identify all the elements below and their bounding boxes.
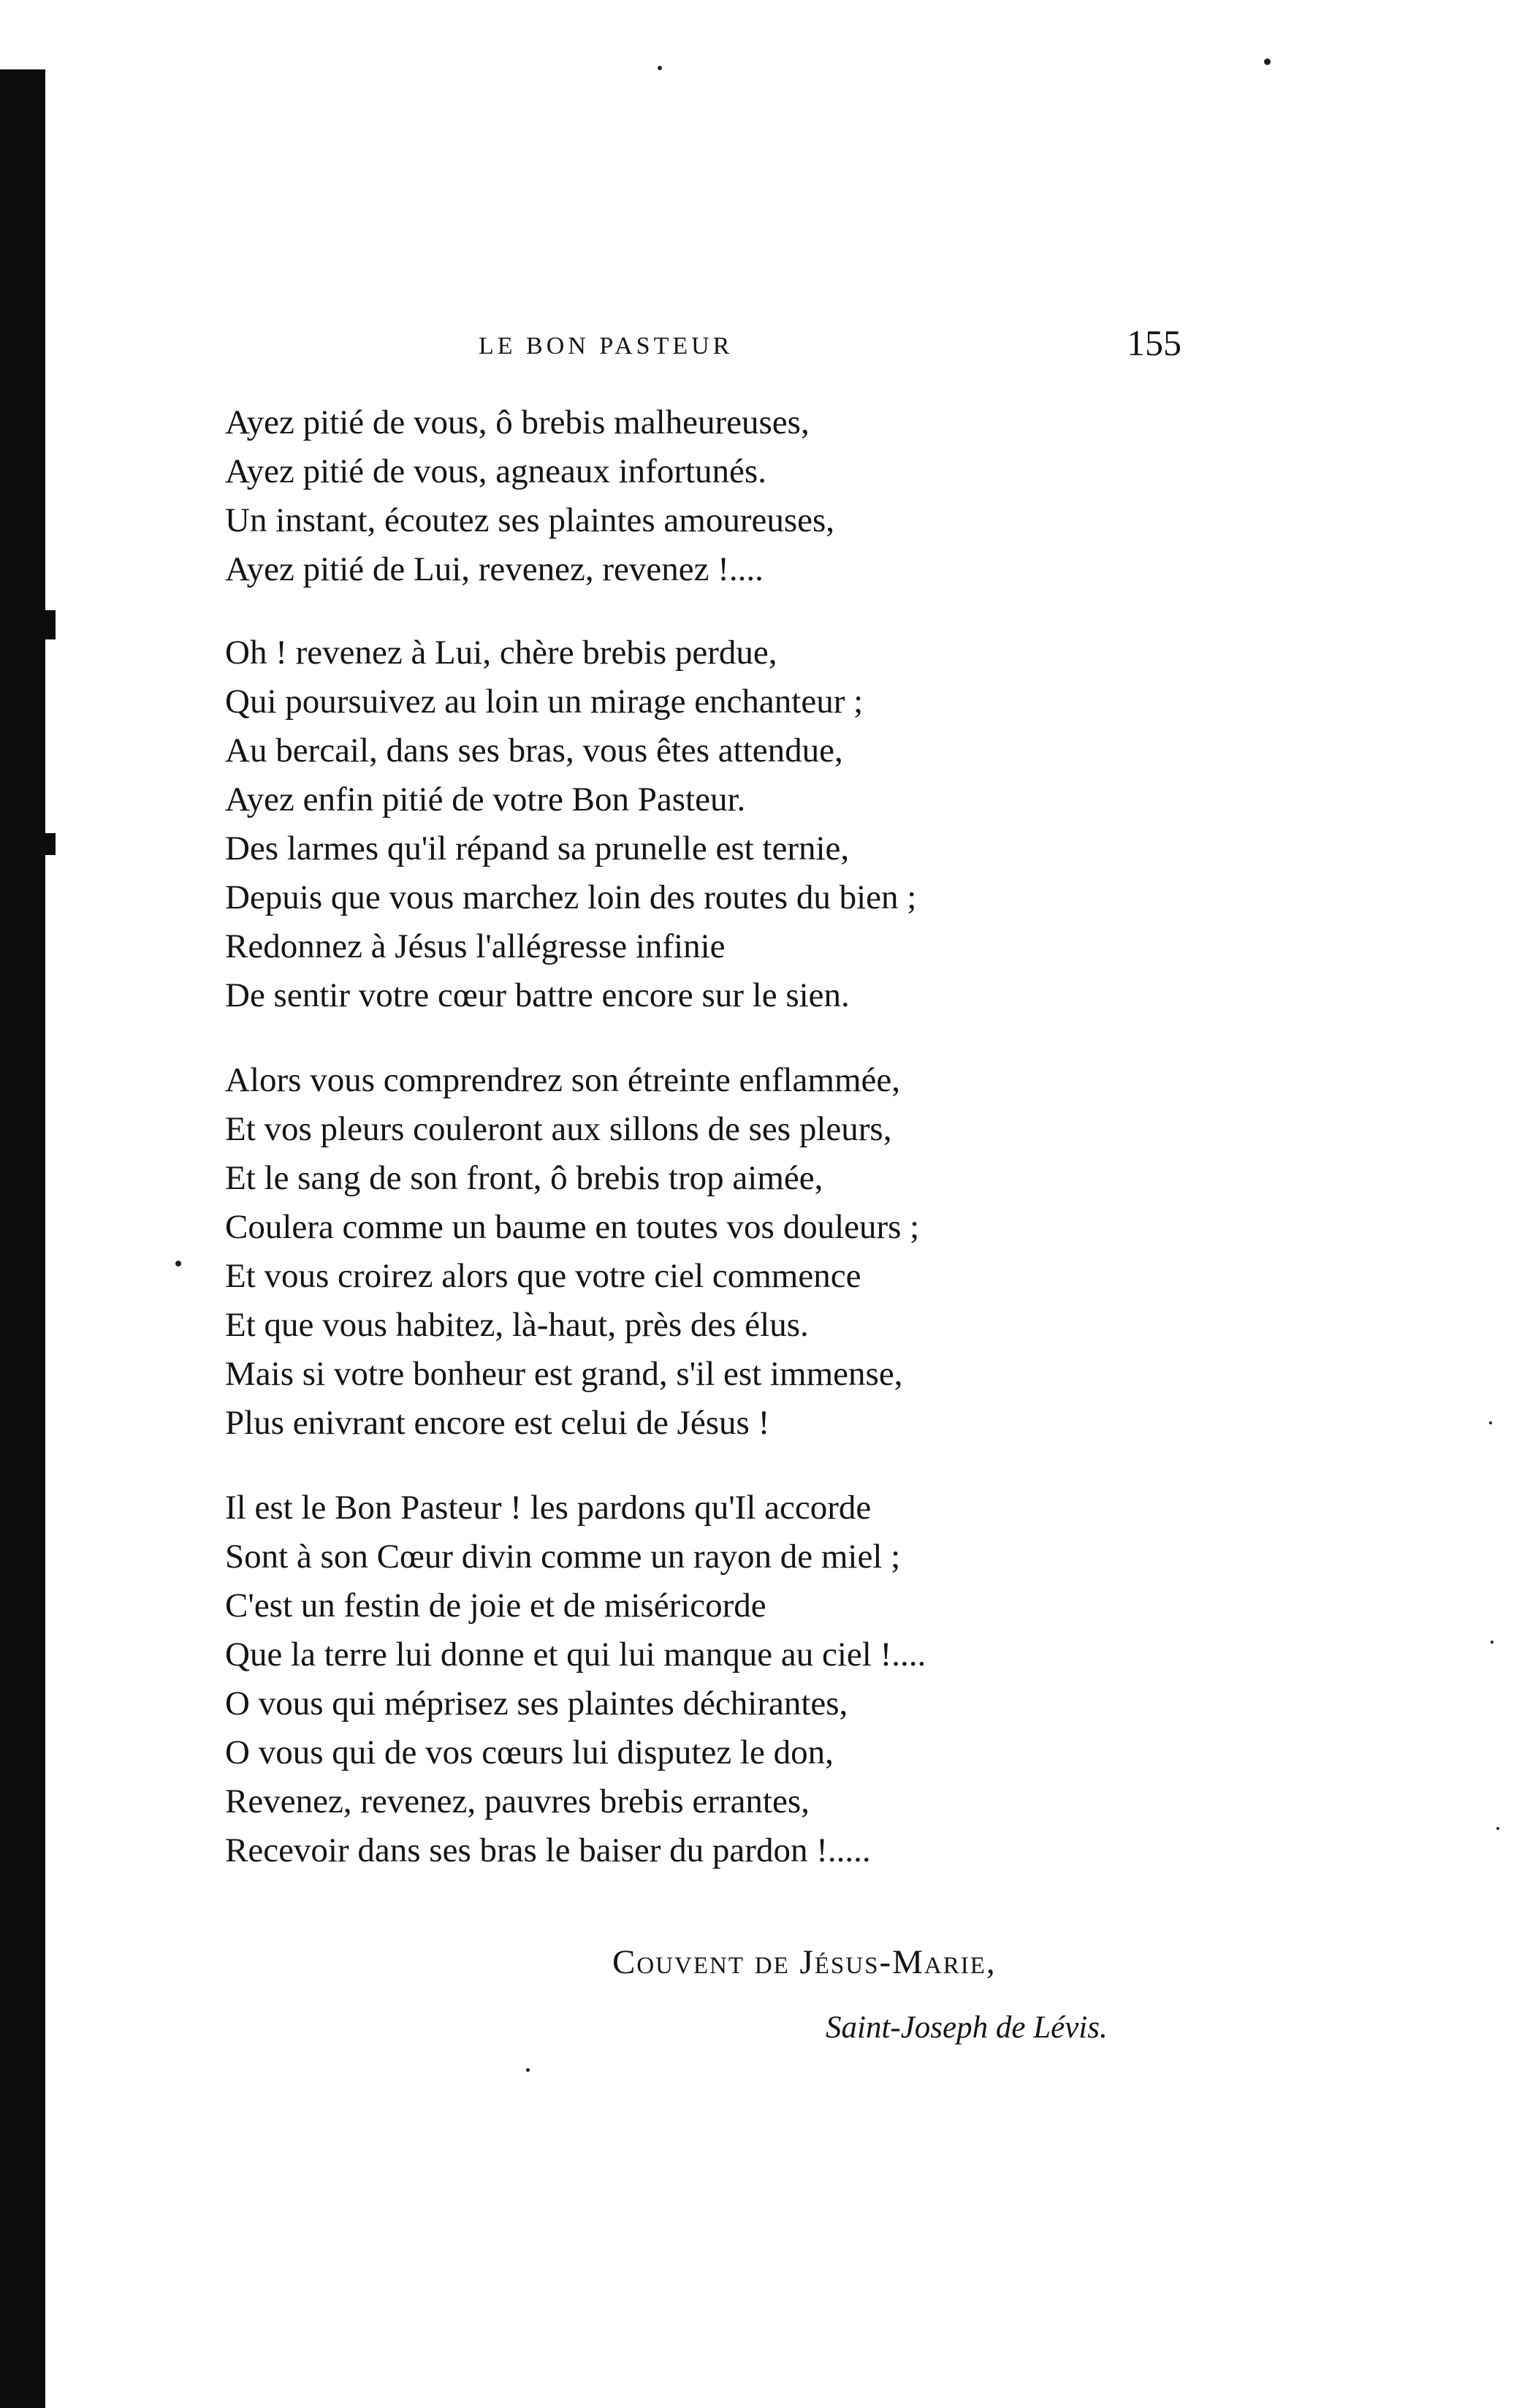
verse-line: O vous qui méprisez ses plaintes déchirantes, — [225, 1685, 848, 1723]
verse-line: Recevoir dans ses bras le baiser du pardon !..... — [225, 1831, 871, 1869]
signature-author: Couvent de Jésus-Marie, — [612, 1943, 997, 1981]
stanza-1 — [225, 398, 834, 594]
verse-line: Depuis que vous marchez loin des routes du bien ; — [225, 878, 917, 916]
verse-line: C'est un festin de joie et de miséricorde — [225, 1587, 766, 1625]
stanza-4 — [225, 1484, 926, 1875]
verse-line: Et vous croirez alors que votre ciel commence — [225, 1257, 861, 1295]
verse-line: Et que vous habitez, là-haut, près des élus. — [225, 1306, 809, 1344]
verse-line: Redonnez à Jésus l'allégresse infinie — [225, 927, 726, 965]
verse-line: Que la terre lui donne et qui lui manque au ciel !.... — [225, 1636, 926, 1674]
verse-line: Des larmes qu'il répand sa prunelle est ternie, — [225, 829, 850, 867]
stanza-2 — [225, 628, 916, 1020]
scan-speck — [526, 2068, 530, 2072]
verse-line: Ayez pitié de vous, agneaux infortunés. — [225, 452, 766, 490]
stanza-3 — [225, 1056, 919, 1448]
scan-speck — [175, 1261, 181, 1266]
verse-line: Et le sang de son front, ô brebis trop aimée, — [225, 1159, 823, 1197]
verse-line: Qui poursuivez au loin un mirage enchanteur ; — [225, 683, 864, 721]
verse-line: Revenez, revenez, pauvres brebis errantes, — [225, 1782, 810, 1820]
scan-edge-shadow — [0, 69, 45, 2408]
scan-edge-notch — [45, 833, 56, 855]
verse-line: Oh ! revenez à Lui, chère brebis perdue, — [225, 634, 777, 672]
scan-speck — [1264, 58, 1271, 65]
verse-line: Plus enivrant encore est celui de Jésus ! — [225, 1404, 770, 1442]
scan-speck — [1496, 1827, 1499, 1830]
verse-line: Coulera comme un baume en toutes vos douleurs ; — [225, 1208, 920, 1246]
scan-speck — [1491, 1641, 1493, 1644]
scan-edge-notch — [45, 610, 56, 639]
verse-line: Ayez pitié de Lui, revenez, revenez !.... — [225, 550, 764, 588]
verse-line: Ayez enfin pitié de votre Bon Pasteur. — [225, 780, 746, 819]
verse-line: Alors vous comprendrez son étreinte enflammée, — [225, 1061, 901, 1099]
verse-line: O vous qui de vos cœurs lui disputez le don, — [225, 1733, 834, 1771]
signature-location: Saint-Joseph de Lévis. — [826, 2010, 1108, 2045]
verse-line: Il est le Bon Pasteur ! les pardons qu'Il accorde — [225, 1489, 872, 1527]
verse-line: Ayez pitié de vous, ô brebis malheureuses, — [225, 403, 810, 441]
running-header-title: LE BON PASTEUR — [479, 333, 734, 360]
scan-speck — [658, 66, 662, 70]
page-number: 155 — [1127, 322, 1181, 363]
verse-line: Au bercail, dans ses bras, vous êtes attendue, — [225, 732, 843, 770]
verse-line: De sentir votre cœur battre encore sur le sien. — [225, 976, 850, 1014]
verse-line: Et vos pleurs couleront aux sillons de ses pleurs, — [225, 1110, 892, 1148]
verse-line: Sont à son Cœur divin comme un rayon de miel ; — [225, 1538, 901, 1576]
scan-speck — [1489, 1421, 1492, 1424]
verse-line: Un instant, écoutez ses plaintes amoureuses, — [225, 501, 835, 539]
verse-line: Mais si votre bonheur est grand, s'il est immense, — [225, 1355, 903, 1393]
